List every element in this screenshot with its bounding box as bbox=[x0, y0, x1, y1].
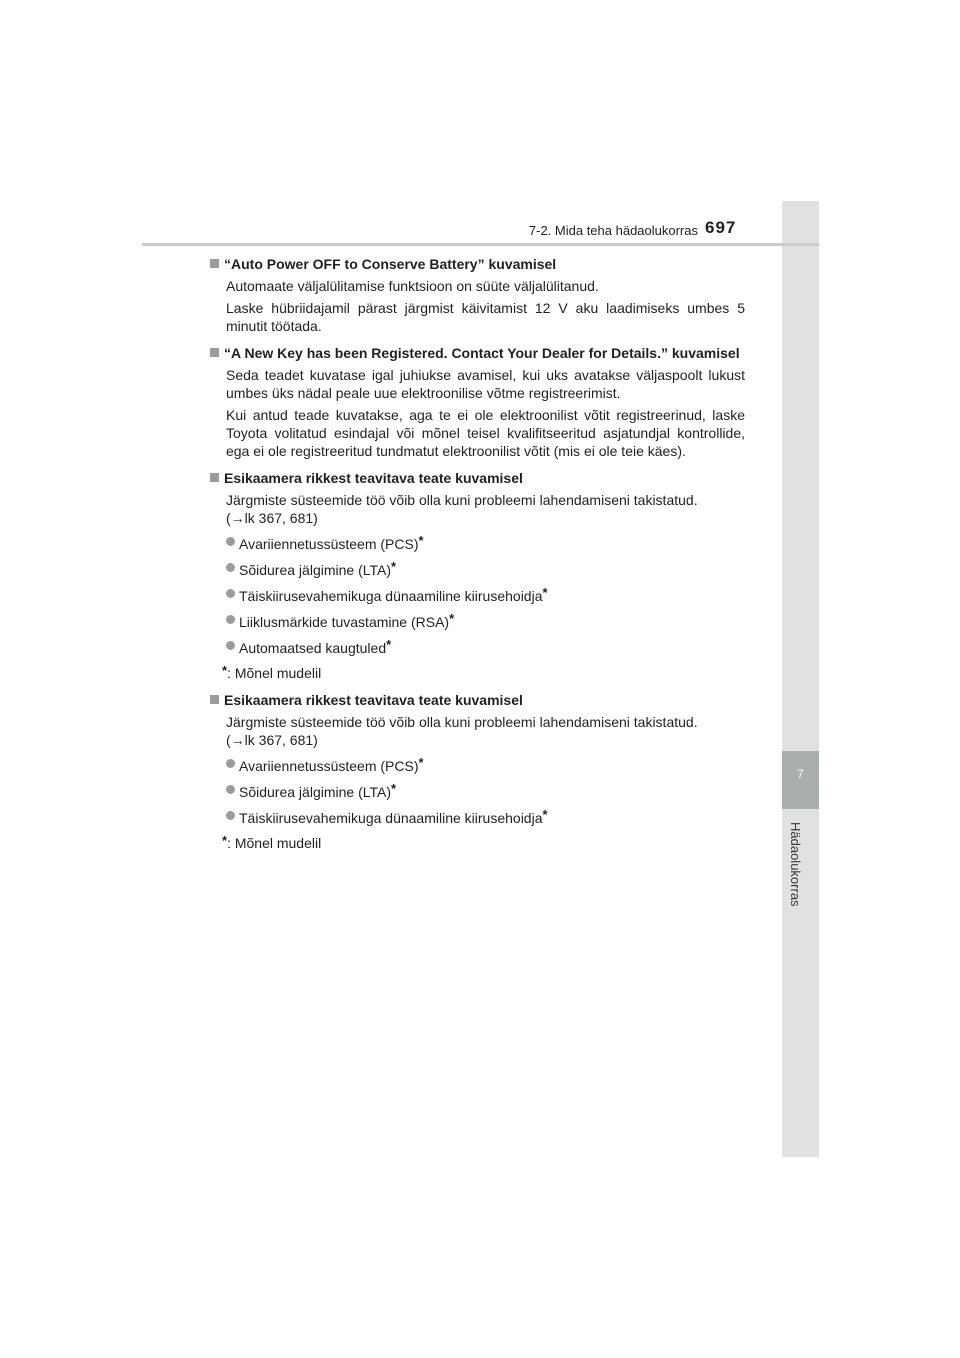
section-heading: Esikaamera rikkest teavitava teate kuvamisel bbox=[224, 470, 523, 486]
chapter-title: Hädaolukorras bbox=[788, 822, 803, 907]
bullet-dot-icon bbox=[226, 785, 235, 794]
arrow-icon: → bbox=[230, 510, 245, 526]
list-item: Täiskiirusevahemikuga dünaamiline kiirusehoidja* bbox=[226, 584, 745, 605]
paragraph: Kui antud teade kuvatakse, aga te ei ole elektroonilist võtit registreerinud, laske Toyota volitatud esindajal või mõnel teisel kvalifitseeritud asjatundjal kontrollide, ega ei ole registreeritud tundmatut elektroonilist võtit (mis ei ole teie käes). bbox=[226, 407, 745, 459]
section-auto-power-off bbox=[210, 255, 745, 335]
paragraph: Järgmiste süsteemide töö võib olla kuni probleemi lahendamiseni takistatud. bbox=[226, 492, 698, 508]
footnote-star: * bbox=[222, 833, 228, 848]
footnote-star: * bbox=[418, 755, 424, 770]
section-front-camera-1: Esikaamera rikkest teavitava teate kuvamisel Järgmiste süsteemide töö võib olla kuni probleemi lahendamiseni takistatud. (→lk 367, 681) Avariiennetussüsteem (PCS)* Sõidurea jälgimine (LTA)* Täiskiirusevahemikuga dünaamiline kiirusehoidja* Liiklusmärkide tuvastamine (RSA)* Automaatsed kaugtuled* *: Mõnel mudelil bbox=[210, 469, 745, 682]
footnote-star: * bbox=[542, 807, 548, 822]
section-heading: “Auto Power OFF to Conserve Battery” kuvamisel bbox=[224, 256, 557, 272]
list-item: Sõidurea jälgimine (LTA)* bbox=[226, 780, 745, 801]
bullet-dot-icon bbox=[226, 759, 235, 768]
list-item: Liiklusmärkide tuvastamine (RSA)* bbox=[226, 610, 745, 631]
footnote-star: * bbox=[542, 585, 548, 600]
page-content bbox=[210, 255, 745, 861]
page-number: 697 bbox=[705, 218, 737, 237]
chapter-number: 7 bbox=[797, 767, 804, 781]
footnote-star: * bbox=[222, 663, 228, 678]
section-new-key-registered bbox=[210, 344, 745, 460]
footnote-text: : Mõnel mudelil bbox=[227, 665, 322, 681]
footnote-star: * bbox=[391, 559, 397, 574]
square-bullet-icon bbox=[210, 348, 219, 357]
bullet-dot-icon bbox=[226, 811, 235, 820]
paragraph: Järgmiste süsteemide töö võib olla kuni probleemi lahendamiseni takistatud. bbox=[226, 714, 698, 730]
list-item: Täiskiirusevahemikuga dünaamiline kiirusehoidja* bbox=[226, 806, 745, 827]
chapter-side-tab bbox=[782, 201, 819, 1157]
header-divider bbox=[142, 243, 819, 246]
footnote-star: * bbox=[386, 637, 392, 652]
square-bullet-icon bbox=[210, 695, 219, 704]
section-front-camera-2: Esikaamera rikkest teavitava teate kuvamisel Järgmiste süsteemide töö võib olla kuni probleemi lahendamiseni takistatud. (→lk 367, 681) Avariiennetussüsteem (PCS)* Sõidurea jälgimine (LTA)* Täiskiirusevahemikuga dünaamiline kiirusehoidja* *: Mõnel mudelil bbox=[210, 691, 745, 852]
footnote-star: * bbox=[418, 533, 424, 548]
footnote-star: * bbox=[391, 781, 397, 796]
page-reference: lk 367, 681 bbox=[244, 510, 314, 526]
bullet-dot-icon bbox=[226, 589, 235, 598]
footnote bbox=[222, 662, 745, 682]
footnote-text: : Mõnel mudelil bbox=[227, 835, 322, 851]
section-title: 7-2. Mida teha hädaolukorras bbox=[528, 223, 698, 238]
paragraph: Seda teadet kuvatase igal juhiukse avamisel, kui uks avatakse väljaspoolt lukust umbes üks nädal peale uue elektroonilise võtme registreerimist. bbox=[226, 367, 745, 401]
square-bullet-icon bbox=[210, 473, 219, 482]
bullet-dot-icon bbox=[226, 537, 235, 546]
list-item: Automaatsed kaugtuled* bbox=[226, 636, 745, 657]
square-bullet-icon bbox=[210, 259, 219, 268]
section-heading: “A New Key has been Registered. Contact Your Dealer for Details.” kuvamisel bbox=[224, 345, 740, 361]
bullet-dot-icon bbox=[226, 563, 235, 572]
list-item: Sõidurea jälgimine (LTA)* bbox=[226, 558, 745, 579]
paragraph: Laske hübriidajamil pärast järgmist käivitamist 12 V aku laadimiseks umbes 5 minutit töötada. bbox=[226, 300, 745, 334]
paragraph: Automaate väljalülitamise funktsioon on süüte väljalülitanud. bbox=[226, 278, 599, 294]
page-reference: lk 367, 681 bbox=[244, 732, 314, 748]
footnote bbox=[222, 832, 745, 852]
bullet-dot-icon bbox=[226, 615, 235, 624]
footnote-star: * bbox=[449, 611, 455, 626]
list-item: Avariiennetussüsteem (PCS)* bbox=[226, 532, 745, 553]
list-item: Avariiennetussüsteem (PCS)* bbox=[226, 754, 745, 775]
bullet-dot-icon bbox=[226, 641, 235, 650]
section-heading: Esikaamera rikkest teavitava teate kuvamisel bbox=[224, 692, 523, 708]
arrow-icon: → bbox=[230, 732, 245, 748]
